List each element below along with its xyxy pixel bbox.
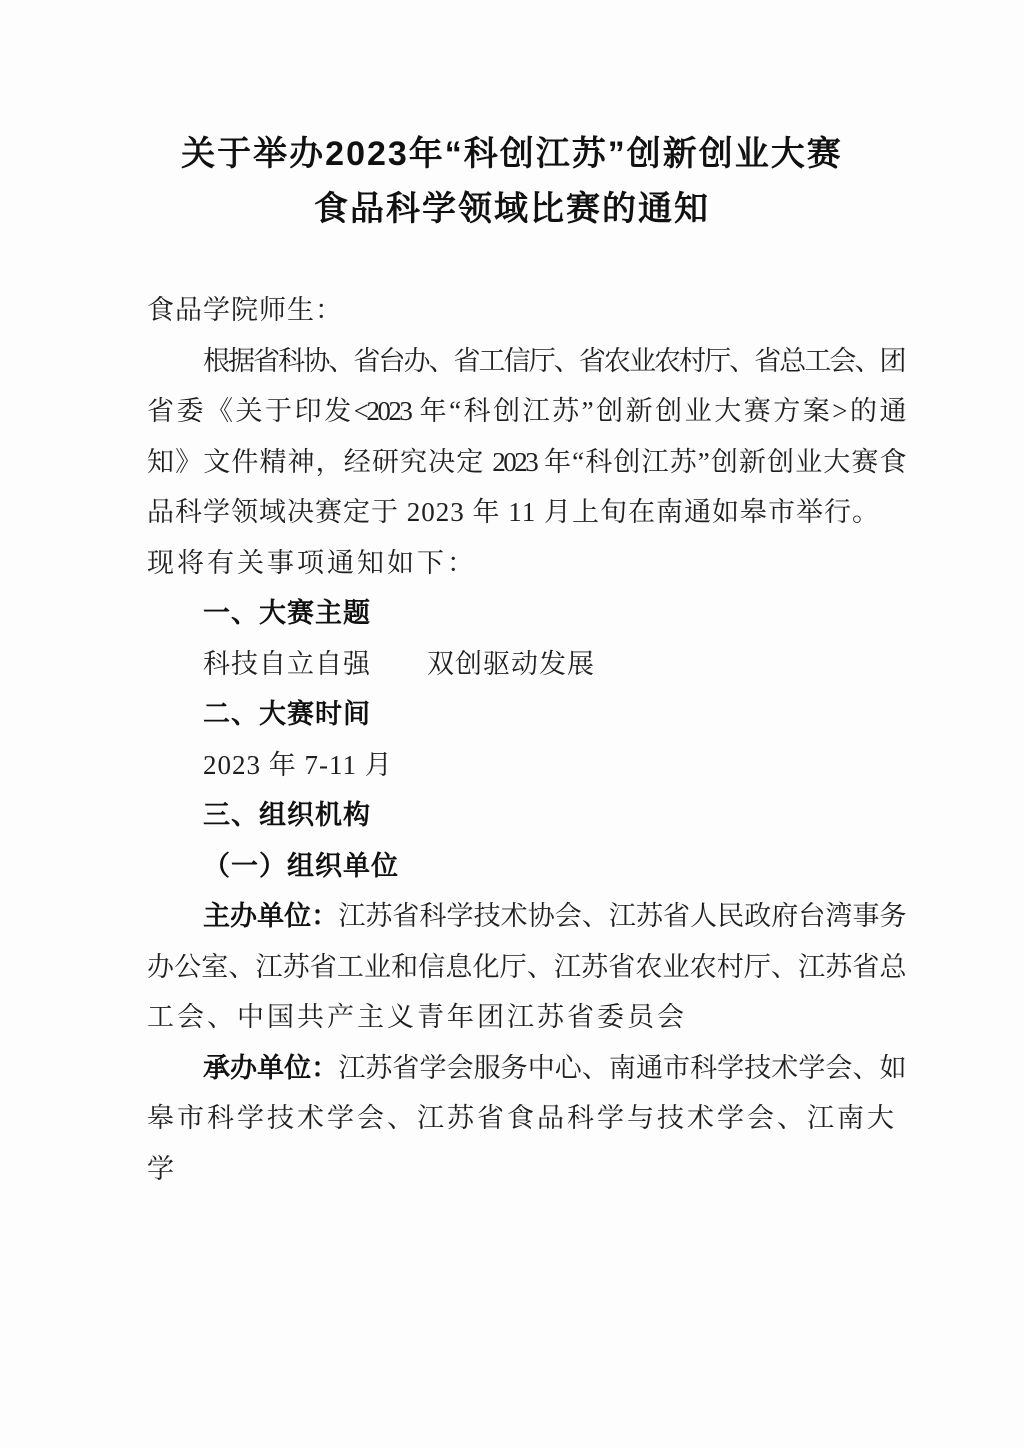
host-units-line-3: 工会、中国共产主义青年团江苏省委员会 [147,1002,687,1032]
organizer-units-text: 江苏省学会服务中心、南通市科学技术学会、如 [338,1052,905,1083]
section-1-content: 科技自立自强 双创驱动发展 [203,648,595,679]
host-units-line-2: 办公室、江苏省工业和信息化厅、江苏省农业农村厅、江苏省总 [147,951,904,982]
document-body [147,285,904,1194]
host-units-line-1 [147,891,904,942]
section-2-content: 2023 年 7-11 月 [203,749,393,780]
intro-paragraph-line-2: 省委《关于印发<2023 年“科创江苏”创新创业大赛方案>的通 [147,396,904,426]
host-units-label: 主办单位： [203,901,339,931]
intro-paragraph-line-3: 知》文件精神，经研究决定 2023 年“科创江苏”创新创业大赛食 [147,446,904,477]
organizer-units-label: 承办单位： [203,1052,339,1083]
section-3-heading: 三、组织机构 [203,800,371,830]
document-title [0,127,1024,237]
host-units-text: 江苏省科学技术协会、江苏省人民政府台湾事务 [338,901,905,931]
title-line-2: 食品科学领域比赛的通知 [314,190,710,228]
intro-paragraph-line-4: 品科学领域决赛定于 2023 年 11 月上旬在南通如皋市举行。 [147,497,880,527]
organizer-units-line-2: 皋市科学技术学会、江苏省食品科学与技术学会、江南大学 [147,1103,897,1184]
title-line-1: 关于举办2023年“科创江苏”创新创业大赛 [181,135,843,173]
section-2-heading: 二、大赛时间 [203,699,371,729]
salutation-line: 食品学院师生： [147,295,343,325]
organizer-units-line-1 [147,1043,904,1094]
intro-paragraph-line-1: 根据省科协、省台办、省工信厅、省农业农村厅、省总工会、团 [203,345,904,376]
section-1-heading: 一、大赛主题 [203,598,371,628]
notice-intro-line: 现将有关事项通知如下： [147,547,477,578]
subsection-1-heading: （一）组织单位 [203,850,399,881]
